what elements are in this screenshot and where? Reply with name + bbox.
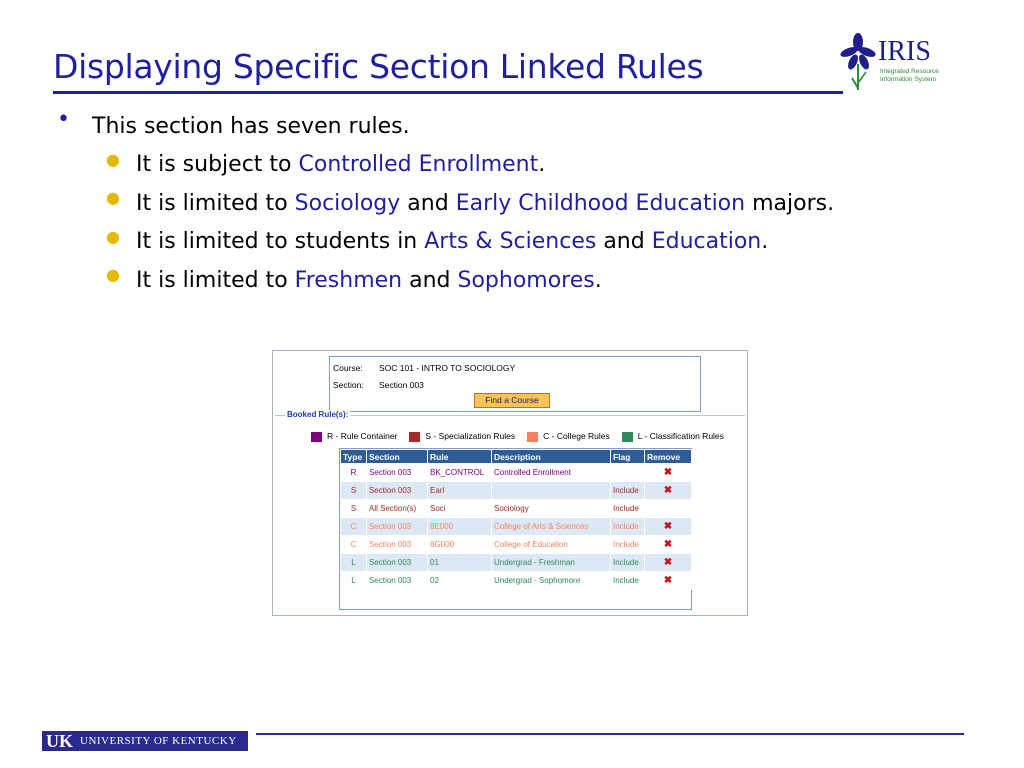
booked-rules-title: Booked Rule(s): [287, 410, 349, 419]
logo-sub2: Information System [880, 76, 936, 83]
cell-rule: 02 [428, 572, 492, 590]
cell-remove [645, 554, 692, 572]
cell-section: Section 003 [367, 572, 428, 590]
cell-section: Section 003 [367, 518, 428, 536]
cell-flag: Include [611, 518, 645, 536]
cell-flag: Include [611, 554, 645, 572]
cell-section: Section 003 [367, 536, 428, 554]
cell-flag: Include [611, 482, 645, 500]
remove-x-icon[interactable]: ✖ [663, 539, 673, 550]
cell-description: Undergrad - Freshman [492, 554, 611, 572]
bullet-colleges: It is limited to students in Arts & Sciences and Education. [136, 229, 769, 254]
remove-x-icon[interactable]: ✖ [663, 557, 673, 568]
cell-remove [645, 518, 692, 536]
cell-type: R [341, 464, 367, 482]
logo-name: IRIS [878, 36, 931, 67]
legend-label: R - Rule Container [327, 431, 398, 441]
uk-university-name: UNIVERSITY OF KENTUCKY [80, 735, 237, 747]
bullet-main: This section has seven rules. [92, 114, 410, 139]
legend-label: C - College Rules [543, 431, 610, 441]
bullet-dot-icon: • [57, 107, 70, 132]
table-row [341, 554, 692, 572]
table-row [341, 536, 692, 554]
iris-flower-icon [840, 28, 960, 98]
legend-swatch [311, 432, 322, 442]
uk-mark: UK [46, 731, 73, 751]
cell-remove [645, 572, 692, 590]
remove-x-icon[interactable]: ✖ [663, 575, 673, 586]
legend-swatch [622, 432, 633, 442]
remove-x-icon[interactable]: ✖ [663, 485, 673, 496]
cell-section: Section 003 [367, 554, 428, 572]
column-header: Section [367, 450, 428, 464]
cell-rule: Soci [428, 500, 492, 518]
cell-type: L [341, 554, 367, 572]
cell-flag [611, 464, 645, 482]
legend-swatch [409, 432, 420, 442]
cell-section: Section 003 [367, 464, 428, 482]
cell-description: College of Education [492, 536, 611, 554]
legend-item [409, 431, 515, 442]
legend-swatch [527, 432, 538, 442]
cell-flag: Include [611, 572, 645, 590]
cell-section: Section 003 [367, 482, 428, 500]
rule-legend [311, 431, 736, 442]
column-header: Description [492, 450, 611, 464]
column-header: Rule [428, 450, 492, 464]
cell-description: Undergrad - Sophomore [492, 572, 611, 590]
course-info-box [329, 356, 701, 412]
cell-rule: 01 [428, 554, 492, 572]
legend-label: L - Classification Rules [637, 431, 724, 441]
footer-rule [256, 733, 964, 735]
bullet-classification: It is limited to Freshmen and Sophomores. [136, 268, 602, 293]
remove-x-icon[interactable]: ✖ [663, 467, 673, 478]
table-row [341, 572, 692, 590]
column-header: Remove [645, 450, 692, 464]
cell-rule: 8E000 [428, 518, 492, 536]
cell-description: Sociology [492, 500, 611, 518]
cell-rule: BK_CONTROL [428, 464, 492, 482]
remove-x-icon[interactable]: ✖ [663, 521, 673, 532]
cell-section: All Section(s) [367, 500, 428, 518]
title-underline [53, 91, 843, 94]
cell-type: L [341, 572, 367, 590]
rules-screenshot [272, 350, 748, 616]
find-course-button[interactable]: Find a Course [474, 393, 550, 408]
bullet-dot-icon: ● [106, 227, 120, 246]
cell-description: College of Arts & Sciences [492, 518, 611, 536]
bullet-majors: It is limited to Sociology and Early Childhood Education majors. [136, 191, 835, 216]
legend-item [311, 431, 397, 442]
cell-flag: Include [611, 500, 645, 518]
cell-rule: 8G000 [428, 536, 492, 554]
course-row: Course: SOC 101 - INTRO TO SOCIOLOGY [333, 363, 516, 373]
legend-item [622, 431, 724, 442]
iris-logo [840, 28, 960, 98]
uk-logo [42, 731, 248, 751]
cell-type: S [341, 482, 367, 500]
logo-sub1: Integrated Resource [880, 68, 939, 75]
bullet-controlled: It is subject to Controlled Enrollment. [136, 152, 546, 177]
bullet-dot-icon: ● [106, 150, 120, 169]
legend-label: S - Specialization Rules [425, 431, 516, 441]
column-header: Type [341, 450, 367, 464]
cell-type: C [341, 518, 367, 536]
bullet-dot-icon: ● [106, 188, 120, 207]
booked-rules-group [275, 410, 745, 419]
bullet-dot-icon: ● [106, 265, 120, 284]
legend-item [527, 431, 610, 442]
cell-remove [645, 464, 692, 482]
cell-remove [645, 536, 692, 554]
cell-flag: Include [611, 536, 645, 554]
slide-title: Displaying Specific Section Linked Rules [53, 47, 704, 86]
table-row [341, 464, 692, 482]
cell-description: Controlled Enrollment [492, 464, 611, 482]
table-row [341, 482, 692, 500]
table-row [341, 518, 692, 536]
table-row [341, 500, 692, 518]
cell-type: S [341, 500, 367, 518]
column-header: Flag [611, 450, 645, 464]
cell-description [492, 482, 611, 500]
cell-type: C [341, 536, 367, 554]
rules-table [339, 448, 692, 610]
cell-remove [645, 482, 692, 500]
cell-remove [645, 500, 692, 518]
cell-rule: Earl [428, 482, 492, 500]
section-row: Section: Section 003 [333, 380, 424, 390]
